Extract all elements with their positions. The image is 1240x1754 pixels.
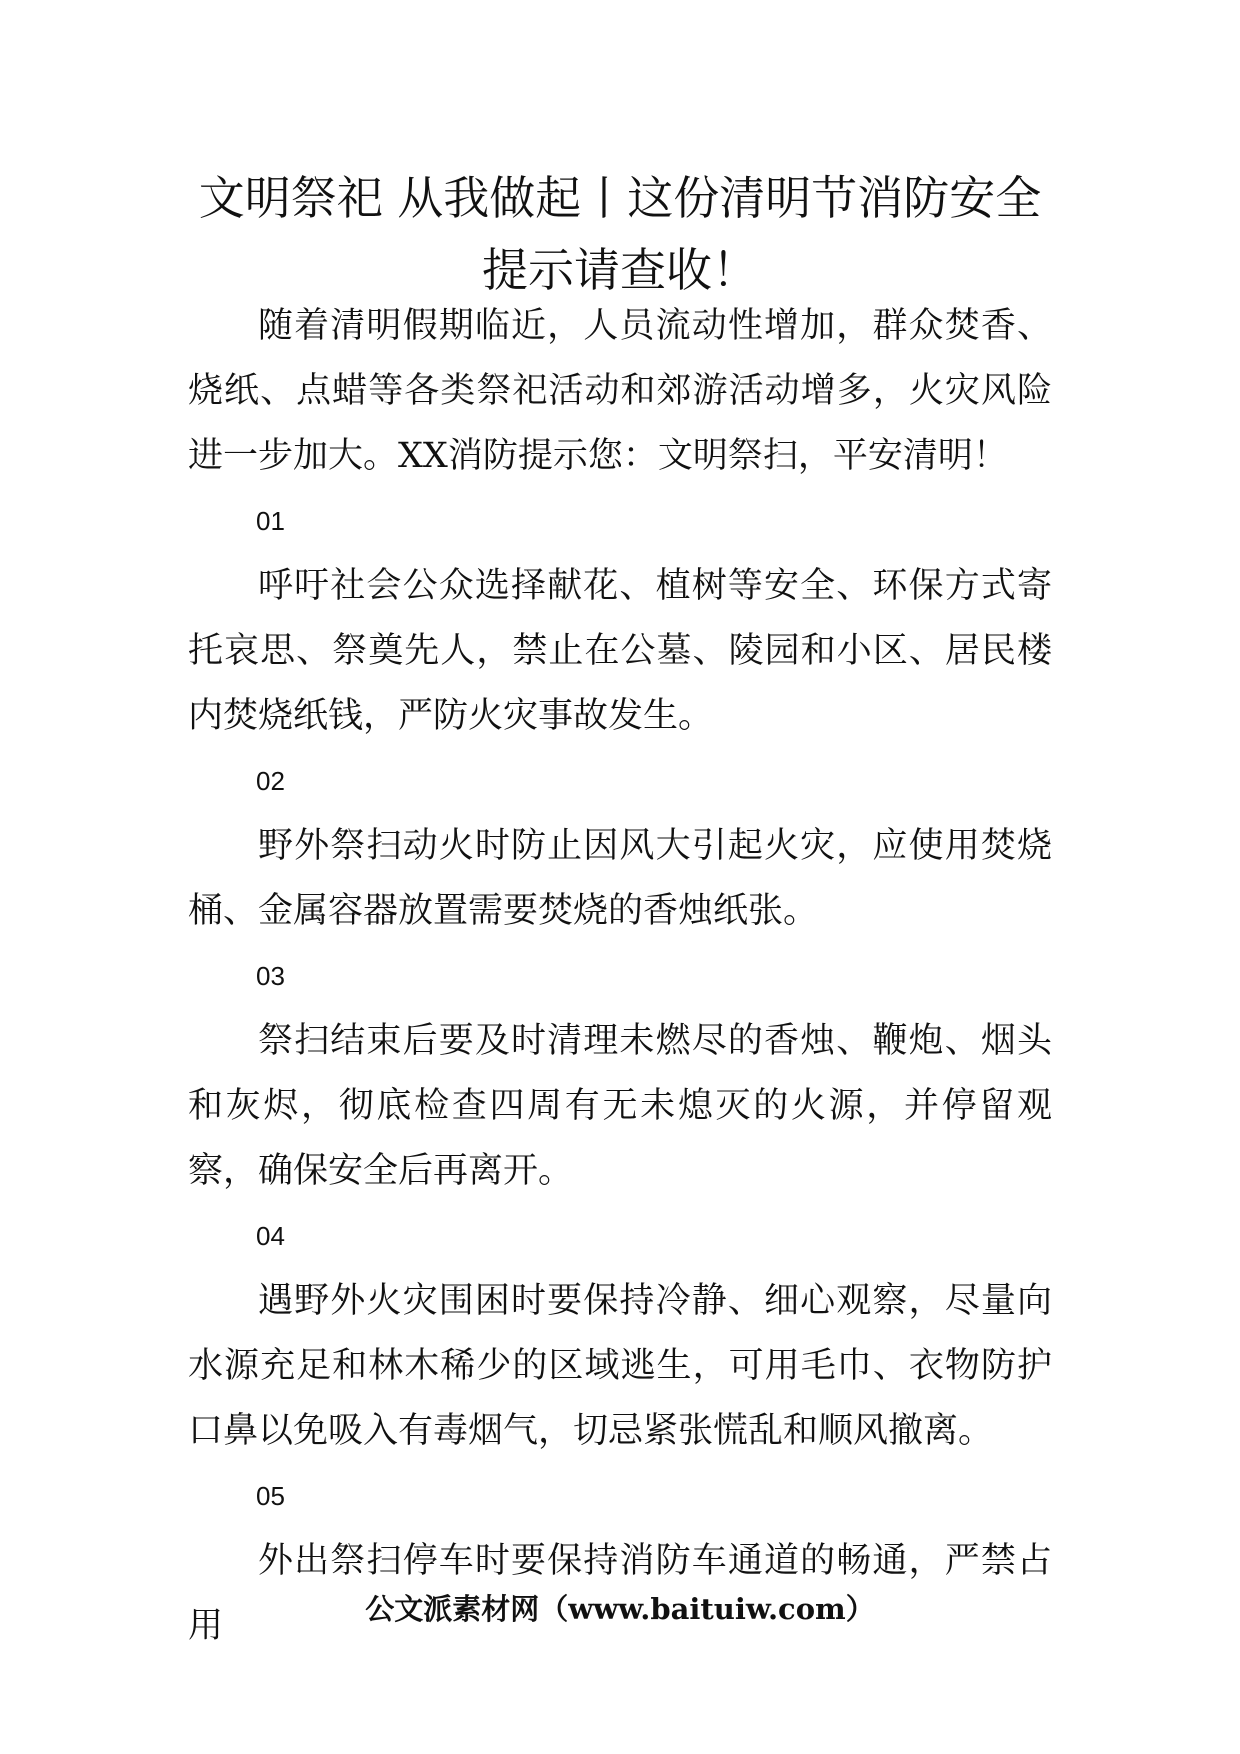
document-title: 文明祭祀 从我做起丨这份清明节消防安全提示请查收！	[198, 171, 1042, 297]
intro-paragraph: 随着清明假期临近，人员流动性增加，群众焚香、烧纸、点蜡等各类祭祀活动和郊游活动增多，火灾风险进一步加大。XX消防提示您：文明祭扫，平安清明！	[188, 306, 1052, 476]
item-paragraph: 野外祭扫动火时防止因风大引起火灾，应使用焚烧桶、金属容器放置需要焚烧的香烛纸张。	[188, 826, 1052, 931]
item-number: 01	[256, 506, 285, 536]
document-body	[188, 294, 1052, 1659]
item-paragraph: 外出祭扫停车时要保持消防车通道的畅通，严禁占用	[188, 1541, 1052, 1646]
item-number: 04	[256, 1221, 285, 1251]
item-paragraph: 呼吁社会公众选择献花、植树等安全、环保方式寄托哀思、祭奠先人，禁止在公墓、陵园和小区、居民楼内焚烧纸钱，严防火灾事故发生。	[188, 566, 1052, 736]
item-paragraph: 遇野外火灾围困时要保持冷静、细心观察，尽量向水源充足和林木稀少的区域逃生，可用毛巾、衣物防护口鼻以免吸入有毒烟气，切忌紧张慌乱和顺风撤离。	[188, 1281, 1052, 1451]
item-number: 02	[256, 766, 285, 796]
item-number: 03	[256, 961, 285, 991]
item-paragraph: 祭扫结束后要及时清理未燃尽的香烛、鞭炮、烟头和灰烬，彻底检查四周有无未熄灭的火源，并停留观察，确保安全后再离开。	[188, 1021, 1052, 1191]
page-footer: 公文派素材网（www.baituiw.com）	[365, 1592, 875, 1626]
item-number: 05	[256, 1481, 285, 1511]
